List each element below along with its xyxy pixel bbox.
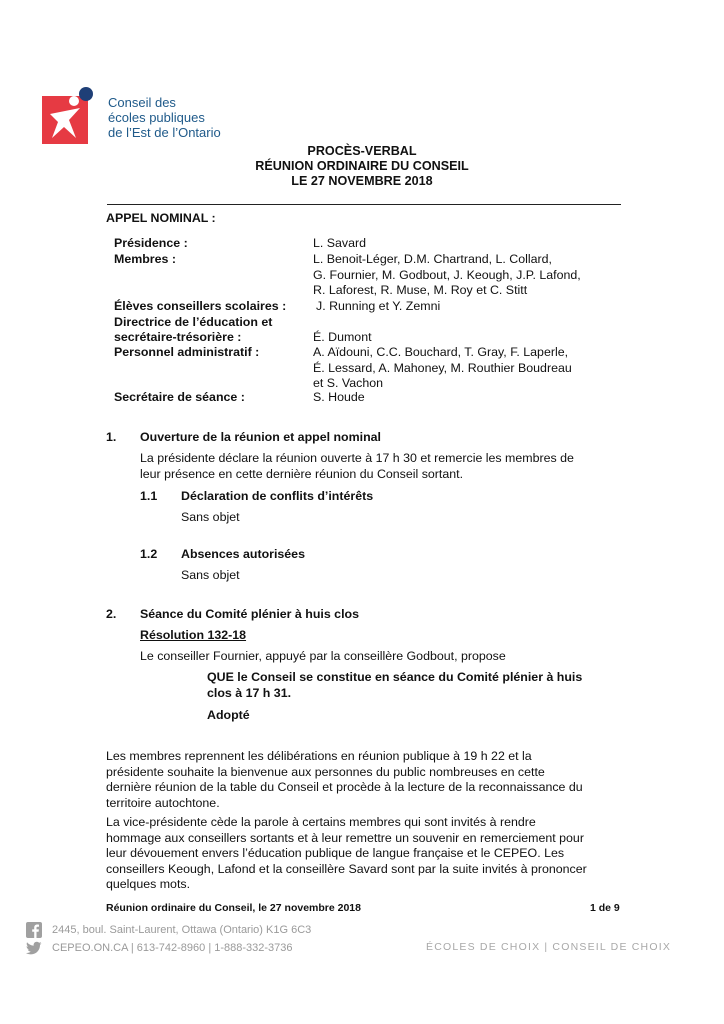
title-line-3: LE 27 NOVEMBRE 2018 (291, 174, 433, 188)
resolution-number: Résolution 132-18 (140, 628, 247, 642)
footer-address: 2445, boul. Saint-Laurent, Ottawa (Ontario) K1G 6C3 (52, 924, 312, 936)
paragraph-line: conseillers Keough, Lafond et la conseillère Savard sont par la suite invités à prononcer (106, 861, 587, 876)
personnel-line: A. Aïdouni, C.C. Bouchard, T. Gray, F. Laperle, (313, 345, 569, 359)
secretaire-label: Secrétaire de séance : (114, 390, 245, 404)
paragraph-line: hommage aux conseillers sortants et à leur remettre un souvenir en remerciement pour (106, 830, 584, 845)
resolution-proposal: Le conseiller Fournier, appuyé par la conseillère Godbout, propose (140, 649, 506, 663)
paragraph-line: leur dévouement envers l’éducation publique de langue française et le CEPEO. Les (106, 846, 565, 860)
paragraph-line: Les membres reprennent les délibérations en réunion publique à 19 h 22 et la (106, 749, 532, 763)
subsection-1-1-text: Sans objet (181, 510, 240, 524)
eleves-label: Élèves conseillers scolaires : (114, 299, 287, 313)
roll-call-heading: APPEL NOMINAL : (106, 211, 216, 225)
paragraph-line: dernière réunion de la table du Conseil et procède à la lecture de la reconnaissance du (106, 780, 583, 794)
subsection-1-2-number: 1.2 (140, 547, 158, 561)
motion-line: clos à 17 h 31. (207, 685, 292, 700)
resolution-adopted: Adopté (207, 708, 250, 722)
logo-line: Conseil des (108, 95, 176, 110)
footer-tagline: ÉCOLES DE CHOIX | CONSEIL DE CHOIX (426, 941, 672, 953)
eleves-value: J. Running et Y. Zemni (316, 299, 441, 313)
personnel-label: Personnel administratif : (114, 345, 260, 359)
section-2-heading: Séance du Comité plénier à huis clos (140, 607, 359, 621)
membres-label: Membres : (114, 252, 176, 266)
paragraph-line: La vice-présidente cède la parole à certains membres qui sont invités à rendre (106, 815, 536, 829)
section-1-number: 1. (106, 430, 117, 444)
membres-line: R. Laforest, R. Muse, M. Roy et C. Stitt (313, 283, 528, 297)
membres-line: L. Benoit-Léger, D.M. Chartrand, L. Collard, (313, 252, 552, 266)
personnel-line: É. Lessard, A. Mahoney, M. Routhier Boudreau (313, 360, 572, 375)
facebook-icon (26, 922, 42, 938)
logo-line: de l’Est de l’Ontario (108, 125, 221, 140)
motion-line: QUE le Conseil se constitue en séance du Comité plénier à huis (207, 670, 583, 684)
title-line-2: RÉUNION ORDINAIRE DU CONSEIL (255, 159, 469, 173)
section-1-heading: Ouverture de la réunion et appel nominal (140, 430, 381, 444)
title-line-1: PROCÈS-VERBAL (307, 144, 417, 158)
section-1-paragraph (140, 451, 574, 482)
secretaire-value: S. Houde (313, 390, 365, 404)
paragraph-line: présidente souhaite la bienvenue aux personnes du public nombreuses en cette (106, 764, 545, 779)
body-paragraph-1 (106, 749, 583, 811)
footer-contact: CEPEO.ON.CA | 613-742-8960 | 1-888-332-3736 (52, 942, 293, 954)
directrice-label-1: Directrice de l’éducation et (114, 315, 273, 329)
logo-line: écoles publiques (108, 110, 205, 125)
resolution-motion (207, 670, 582, 701)
paragraph-line: La présidente déclare la réunion ouverte à 17 h 30 et remercie les membres de (140, 451, 574, 465)
subsection-1-2-text: Sans objet (181, 568, 240, 582)
directrice-value: É. Dumont (313, 330, 372, 344)
paragraph-line: territoire autochtone. (106, 795, 220, 810)
personnel-value (313, 345, 572, 392)
subsection-1-1-number: 1.1 (140, 489, 158, 503)
paragraph-line: leur présence en cette dernière réunion du Conseil sortant. (140, 466, 464, 481)
document-title (0, 144, 724, 189)
twitter-icon (26, 940, 42, 956)
footer-meeting: Réunion ordinaire du Conseil, le 27 novembre 2018 (106, 902, 361, 914)
footer-page-number: 1 de 9 (590, 902, 620, 914)
presidence-label: Présidence : (114, 236, 188, 250)
logo-wordmark (108, 95, 221, 140)
presidence-value: L. Savard (313, 236, 367, 250)
directrice-label-2: secrétaire-trésorière : (114, 330, 242, 344)
membres-line: G. Fournier, M. Godbout, J. Keough, J.P. Lafond, (313, 267, 581, 282)
cepeo-logo-mark (42, 86, 102, 146)
title-divider (107, 204, 621, 205)
subsection-1-1-heading: Déclaration de conflits d’intérêts (181, 489, 374, 503)
section-2-number: 2. (106, 607, 117, 621)
personnel-line: et S. Vachon (313, 376, 384, 390)
paragraph-line: quelques mots. (106, 877, 191, 891)
body-paragraph-2 (106, 815, 587, 893)
subsection-1-2-heading: Absences autorisées (181, 547, 305, 561)
membres-value (313, 252, 581, 299)
